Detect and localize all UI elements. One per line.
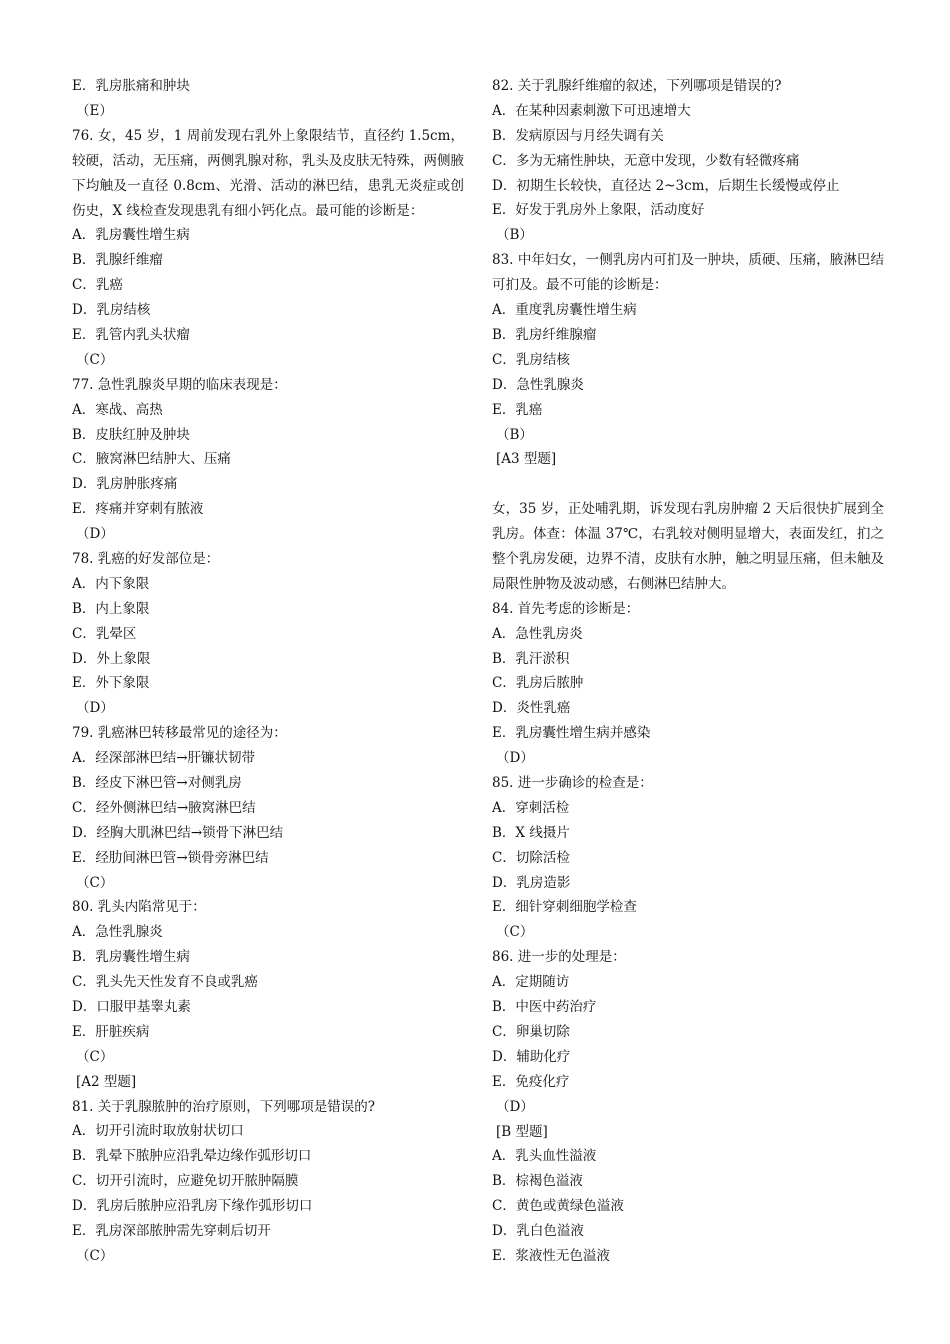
option-line: B．X 线摄片 xyxy=(492,824,570,841)
option-line: B．乳房纤维腺瘤 xyxy=(492,326,597,343)
option-line: A．乳房囊性增生病 xyxy=(72,227,190,244)
option-line: B．内上象限 xyxy=(72,600,150,617)
option-line: E．疼痛并穿刺有脓液 xyxy=(72,501,204,518)
option-line: E．浆液性无色溢液 xyxy=(492,1247,610,1264)
section-heading-b: [B 型题] xyxy=(496,1123,548,1140)
answer-line: （B） xyxy=(496,227,533,244)
option-line: C．乳晕区 xyxy=(72,625,137,642)
right-column xyxy=(492,74,884,1269)
answer-line: （D） xyxy=(76,526,114,543)
option-line: E．乳癌 xyxy=(492,401,543,418)
option-line: E．经肋间淋巴管→锁骨旁淋巴结 xyxy=(72,849,269,866)
option-line: B．乳汗淤积 xyxy=(492,650,570,667)
option-line: A．乳头血性溢液 xyxy=(492,1148,597,1165)
answer-line: （D） xyxy=(496,750,534,767)
option-line: C．多为无痛性肿块，无意中发现，少数有轻微疼痛 xyxy=(492,152,800,169)
section-heading-a2: [A2 型题] xyxy=(76,1073,137,1090)
question-82: 82. 关于乳腺纤维瘤的叙述，下列哪项是错误的? xyxy=(492,78,782,94)
option-line: B．乳腺纤维瘤 xyxy=(72,252,163,269)
option-line: D．乳房后脓肿应沿乳房下缘作弧形切口 xyxy=(72,1198,313,1215)
option-line: B．中医中药治疗 xyxy=(492,999,597,1016)
option-line: D．乳房肿胀疼痛 xyxy=(72,476,178,493)
option-line: D．炎性乳癌 xyxy=(492,700,571,717)
option-line: A．定期随访 xyxy=(492,974,570,991)
option-line: A．切开引流时取放射状切口 xyxy=(72,1123,244,1140)
option-line: E．肝脏疾病 xyxy=(72,1023,150,1040)
option-line: C．黄色或黄绿色溢液 xyxy=(492,1198,624,1215)
question-79: 79. 乳癌淋巴转移最常见的途径为： xyxy=(72,725,287,742)
option-line: B．经皮下淋巴管→对侧乳房 xyxy=(72,775,242,791)
question-83: 83. 中年妇女，一侧乳房内可扪及一肿块，质硬、压痛，腋淋巴结可扪及。最不可能的诊断是： xyxy=(492,252,884,294)
option-line: D．口服甲基睾丸素 xyxy=(72,999,191,1016)
question-77: 77. 急性乳腺炎早期的临床表现是： xyxy=(72,376,287,393)
option-line: B．皮肤红肿及肿块 xyxy=(72,426,190,443)
option-line: C．乳癌 xyxy=(72,277,123,294)
answer-line: （C） xyxy=(76,351,114,368)
option-line: B．乳房囊性增生病 xyxy=(72,949,190,966)
option-line: C．乳房后脓肿 xyxy=(492,675,584,692)
option-line: A．急性乳腺炎 xyxy=(72,924,163,941)
option-line: D．辅助化疗 xyxy=(492,1048,571,1065)
option-line: A．经深部淋巴结→肝镰状韧带 xyxy=(72,750,256,767)
option-line: A．内下象限 xyxy=(72,575,150,592)
answer-line: （B） xyxy=(496,426,533,443)
answer-line: （C） xyxy=(76,1048,114,1065)
case-description: 女，35 岁，正处哺乳期，诉发现右乳房肿瘤 2 天后很快扩展到全乳房。体查：体温 37℃，右乳较对侧明显增大，表面发红，扪之整个乳房发硬，边界不清，皮肤有水肿，触之明显压痛，但未触及局限性肿物及波动感，右侧淋巴结肿大。 xyxy=(492,501,884,592)
option-line: E．乳房囊性增生病并感染 xyxy=(492,725,651,742)
option-line: B．发病原因与月经失调有关 xyxy=(492,127,664,144)
question-78: 78. 乳癌的好发部位是： xyxy=(72,550,220,567)
option-line: E．免疫化疗 xyxy=(492,1073,570,1090)
option-line: A．寒战、高热 xyxy=(72,401,163,418)
answer-line: （C） xyxy=(76,874,114,891)
option-line: C．卵巢切除 xyxy=(492,1023,570,1040)
option-line: C．乳头先天性发育不良或乳癌 xyxy=(72,974,258,991)
option-line: D．初期生长较快，直径达 2~3cm，后期生长缓慢或停止 xyxy=(492,177,840,194)
option-line: C．乳房结核 xyxy=(492,351,570,368)
blank-line xyxy=(492,472,884,497)
option-line: E．乳房深部脓肿需先穿刺后切开 xyxy=(72,1223,271,1240)
option-line: D．外上象限 xyxy=(72,650,151,667)
option-line: E．乳房胀痛和肿块 xyxy=(72,78,190,94)
option-line: A．重度乳房囊性增生病 xyxy=(492,302,637,319)
option-line: E．细针穿刺细胞学检查 xyxy=(492,899,637,916)
answer-line: （C） xyxy=(76,1247,114,1264)
question-81: 81. 关于乳腺脓肿的治疗原则，下列哪项是错误的? xyxy=(72,1098,375,1115)
option-line: D．乳白色溢液 xyxy=(492,1223,584,1240)
question-84: 84. 首先考虑的诊断是： xyxy=(492,600,640,617)
option-line: C．切开引流时，应避免切开脓肿隔膜 xyxy=(72,1173,299,1190)
option-line: D．乳房结核 xyxy=(72,302,151,319)
option-line: A．急性乳房炎 xyxy=(492,625,583,642)
answer-line: （C） xyxy=(496,924,534,941)
option-line: E．乳管内乳头状瘤 xyxy=(72,326,190,343)
question-85: 85. 进一步确诊的检查是： xyxy=(492,775,653,792)
option-line: C．切除活检 xyxy=(492,849,570,866)
option-line: A．穿刺活检 xyxy=(492,799,570,816)
option-line: E．好发于乳房外上象限，活动度好 xyxy=(492,202,705,219)
option-line: E．外下象限 xyxy=(72,675,150,692)
option-line: D．急性乳腺炎 xyxy=(492,376,584,393)
left-column xyxy=(72,74,464,1269)
question-80: 80. 乳头内陷常见于： xyxy=(72,899,206,916)
option-line: D．经胸大肌淋巴结→锁骨下淋巴结 xyxy=(72,824,284,841)
option-line: C．经外侧淋巴结→腋窝淋巴结 xyxy=(72,799,256,816)
answer-line: （D） xyxy=(496,1098,534,1115)
option-line: D．乳房造影 xyxy=(492,874,571,891)
question-86: 86. 进一步的处理是： xyxy=(492,949,626,966)
option-line: A．在某种因素刺激下可迅速增大 xyxy=(492,102,691,119)
section-heading-a3: [A3 型题] xyxy=(496,451,557,468)
answer-line: （E） xyxy=(76,102,113,119)
option-line: C．腋窝淋巴结肿大、压痛 xyxy=(72,451,231,468)
option-line: B．棕褐色溢液 xyxy=(492,1173,583,1190)
option-line: B．乳晕下脓肿应沿乳晕边缘作弧形切口 xyxy=(72,1148,312,1165)
question-76: 76. 女，45 岁，1 周前发现右乳外上象限结节，直径约 1.5cm，较硬，活动，无压痛，两侧乳腺对称，乳头及皮肤无特殊，两侧腋下均触及一直径 0.8cm、光滑、活动的淋巴结，患乳无炎症或创伤史，X 线检查发现患乳有细小钙化点。最可能的诊断是： xyxy=(72,127,464,219)
answer-line: （D） xyxy=(76,700,114,717)
